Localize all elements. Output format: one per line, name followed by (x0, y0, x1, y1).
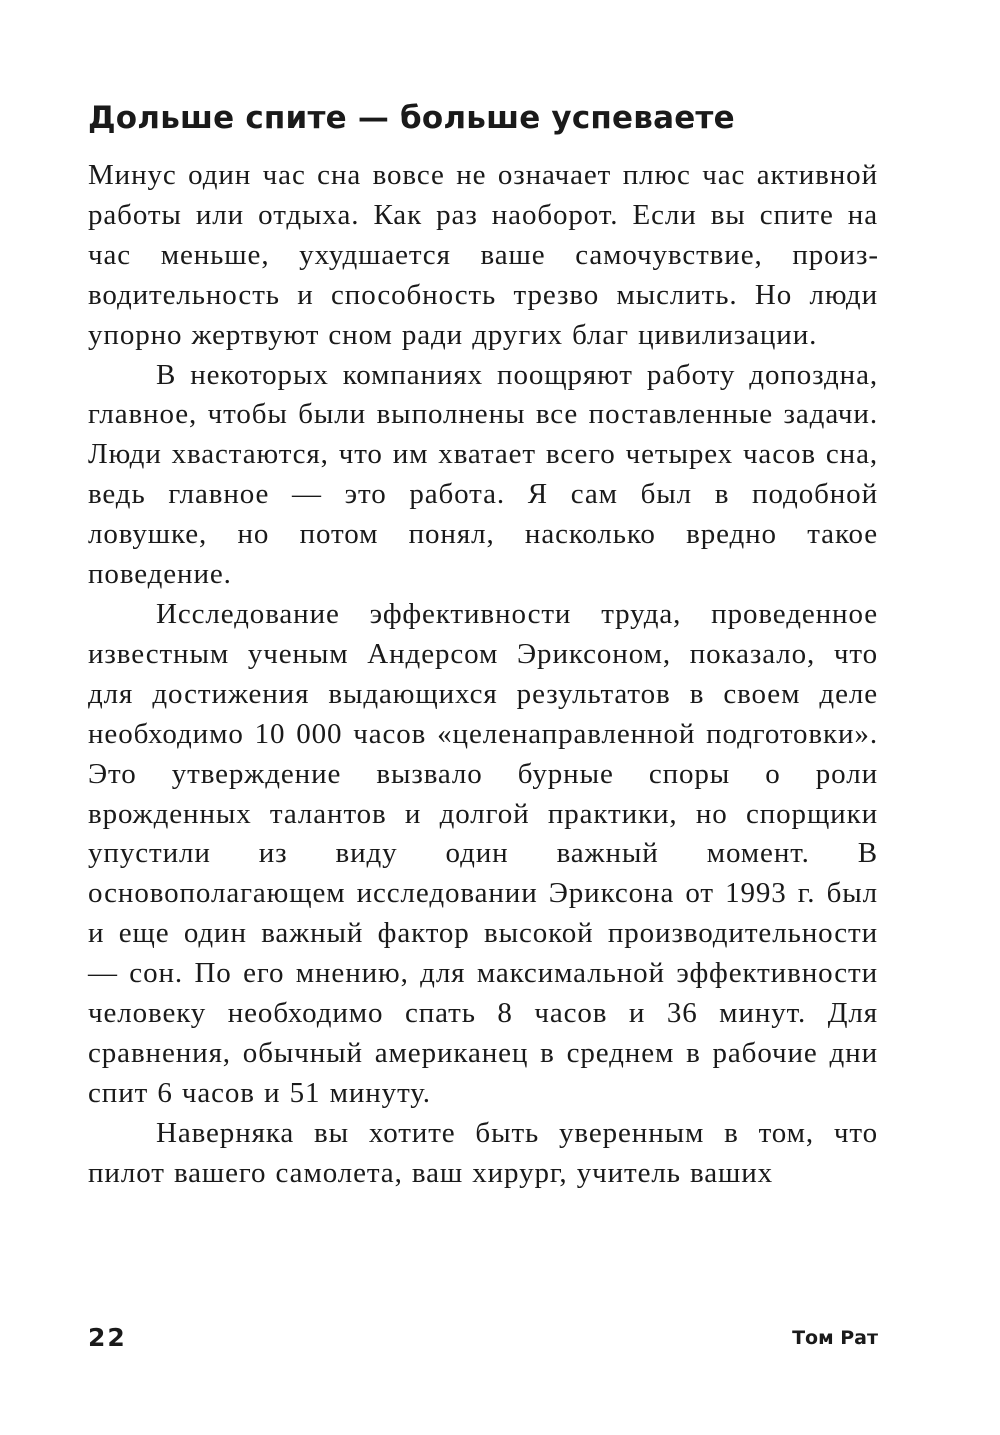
page-number: 22 (88, 1323, 127, 1352)
paragraph-1: Минус один час сна вовсе не означает плюс час активной работы или отдыха. Как раз наоборот. Если вы спите на час меньше, ухудшается ваше самочувствие, производительность и способность трезво мыслить. Но люди упорно жертвуют сном ради других благ цивилизации. (88, 159, 878, 351)
section-heading: Дольше спите — больше успеваете (88, 100, 735, 136)
running-author: Том Рат (792, 1327, 878, 1349)
paragraph-3: Исследование эффективности труда, проведенное известным ученым Андерсом Эриксоном, показало, что для достижения выдающихся результатов в своем деле необходимо 10 000 часов «целенаправленной подготовки». Это утверждение вызвало бурные споры о роли врожденных талантов и долгой практики, но спорщики упустили из виду один важный момент. В основополагающем исследовании Эриксона от 1993 г. был и еще один важный фактор высокой производительности — сон. По его мнению, для максимальной эффективности человеку необходимо спать 8 часов и 36 минут. Для сравнения, обычный американец в среднем в рабочие дни спит 6 часов и 51 минуту. (88, 597, 878, 1109)
paragraph-2: В некоторых компаниях поощряют работу допоздна, главное, чтобы были выполнены все поставленные задачи. Люди хвастаются, что им хватает всего четырех часов сна, ведь главное — это работа. Я сам был в подобной ловушке, но потом понял, насколько вредно такое поведение. (88, 358, 878, 591)
paragraph-4: Наверняка вы хотите быть уверенным в том, что пилот вашего самолета, ваш хирург, учитель ваших (88, 1116, 878, 1189)
page-footer (88, 1323, 878, 1363)
page-body (88, 96, 878, 1194)
